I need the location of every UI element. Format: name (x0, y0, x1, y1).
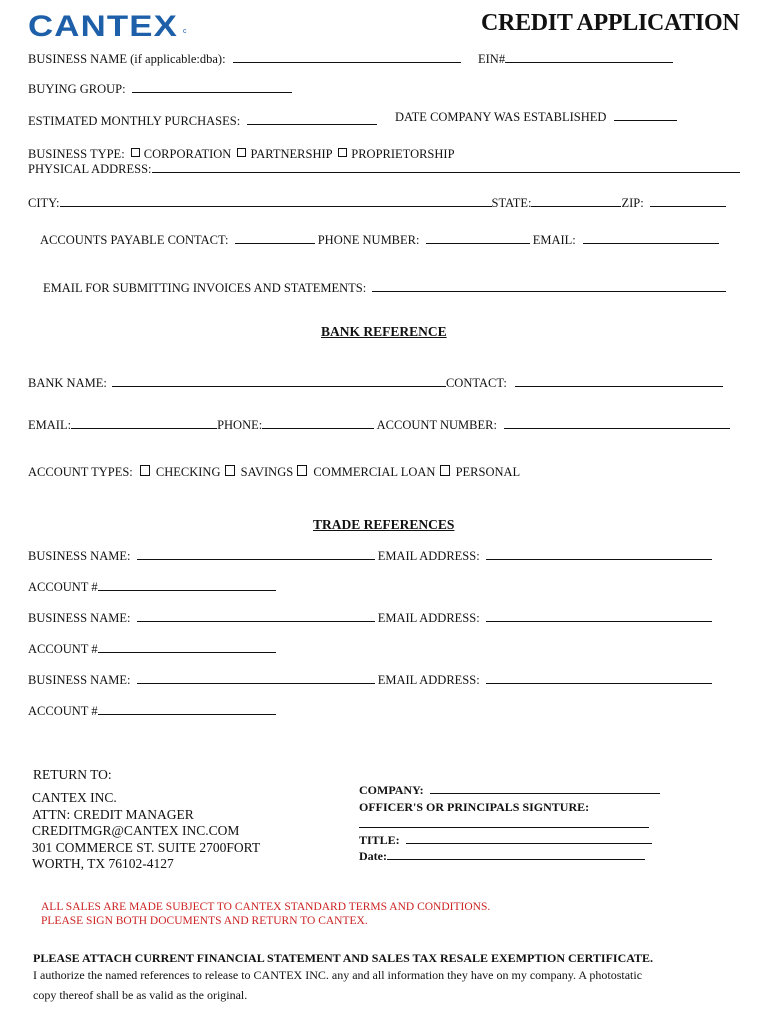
company-field[interactable] (430, 792, 660, 794)
bank-name-field[interactable] (112, 385, 446, 387)
officer-signature-label: OFFICER'S OR PRINCIPALS SIGNTURE: (359, 800, 590, 814)
company-label: COMPANY: (359, 783, 424, 797)
personal-checkbox[interactable] (440, 465, 450, 476)
date-established-row (395, 110, 677, 125)
checking-label: CHECKING (155, 465, 221, 479)
commercial-loan-checkbox[interactable] (297, 465, 307, 476)
title-row (359, 832, 660, 848)
signature-block (359, 782, 660, 864)
account-types-label: ACCOUNT TYPES: (28, 465, 133, 479)
terms-notice-please: PLEASE (41, 915, 84, 927)
savings-checkbox[interactable] (225, 465, 235, 476)
bank-reference-heading: BANK REFERENCE (321, 324, 447, 339)
ein-label: EIN# (478, 52, 506, 66)
return-address-line: ATTN: CREDIT MANAGER (32, 806, 194, 822)
bank-phone-label: PHONE: (217, 418, 263, 432)
partnership-label: PARTNERSHIP (250, 147, 333, 161)
trade-ref-2-email-field[interactable] (486, 620, 712, 622)
return-address-line: 301 COMMERCE ST. SUITE 2700FORT (32, 839, 261, 855)
trade-ref-3-account-field[interactable] (98, 713, 276, 715)
ap-contact-label: ACCOUNTS PAYABLE CONTACT: (40, 233, 229, 247)
cantex-logo (28, 12, 188, 38)
email-label: EMAIL: (532, 233, 576, 247)
trade-ref-3-account-row (28, 704, 276, 719)
email-field[interactable] (583, 242, 719, 244)
account-types-row (28, 465, 520, 480)
checking-checkbox[interactable] (140, 465, 150, 476)
estimated-monthly-label: ESTIMATED MONTHLY PURCHASES: (28, 114, 241, 128)
bank-name-row (28, 376, 723, 391)
city-row (28, 196, 726, 211)
account-number-field[interactable] (504, 427, 730, 429)
invoice-email-field[interactable] (372, 290, 726, 292)
estimated-monthly-field[interactable] (247, 123, 377, 125)
trade-ref-1-email-field[interactable] (486, 558, 712, 560)
trade-ref-1-account-field[interactable] (98, 589, 276, 591)
trade-ref-1-row (28, 549, 712, 564)
bank-contact-label: CONTACT: (445, 376, 507, 390)
ap-contact-field[interactable] (235, 242, 315, 244)
return-address-line: CREDITMGR@CANTEX INC.COM (32, 823, 240, 838)
trade-ref-3-business-label: BUSINESS NAME: (28, 673, 131, 687)
return-to-label: RETURN TO: (33, 767, 112, 782)
trade-ref-3-email-field[interactable] (486, 682, 712, 684)
bank-contact-field[interactable] (515, 385, 723, 387)
partnership-checkbox[interactable] (237, 148, 246, 157)
authorization-line-2: copy thereof shall be as valid as the original. (33, 988, 248, 1002)
officer-signature-line[interactable] (359, 826, 649, 828)
business-type-row (28, 147, 455, 162)
trade-ref-2-row (28, 611, 712, 626)
trade-ref-3-email-label: EMAIL ADDRESS: (377, 673, 480, 687)
trade-ref-1-account-label: ACCOUNT # (28, 580, 98, 594)
trade-references-heading: TRADE REFERENCES (313, 517, 455, 532)
business-name-field[interactable] (233, 61, 461, 63)
invoice-email-row (43, 281, 726, 296)
return-address-line: WORTH, TX 76102-4127 (32, 856, 174, 871)
business-name-label: BUSINESS NAME (if applicable:dba): (28, 52, 226, 66)
city-field[interactable] (60, 205, 492, 207)
physical-address-field[interactable] (152, 171, 740, 173)
bank-email-row (28, 418, 730, 433)
date-established-label: DATE COMPANY WAS ESTABLISHED (395, 110, 607, 124)
buying-group-field[interactable] (132, 91, 292, 93)
invoice-email-label: EMAIL FOR SUBMITTING INVOICES AND STATEMENTS: (43, 281, 367, 295)
terms-notice-sign: SIGN BOTH DOCUMENTS AND RETURN TO CANTEX. (86, 915, 368, 927)
bank-name-label: BANK NAME: (28, 376, 107, 390)
estimated-monthly-row (28, 114, 377, 129)
trade-ref-2-business-label: BUSINESS NAME: (28, 611, 131, 625)
trade-ref-2-account-field[interactable] (98, 651, 276, 653)
buying-group-row (28, 82, 292, 97)
page-title: CREDIT APPLICATION (481, 10, 740, 36)
corporation-checkbox[interactable] (131, 148, 140, 157)
state-label: STATE: (491, 196, 532, 210)
personal-label: PERSONAL (455, 465, 521, 479)
date-established-field[interactable] (614, 119, 677, 121)
terms-notice-line-1: ALL SALES ARE MADE SUBJECT TO CANTEX STANDARD TERMS AND CONDITIONS. (41, 901, 491, 913)
proprietorship-checkbox[interactable] (338, 148, 347, 157)
trade-ref-3-account-label: ACCOUNT # (28, 704, 98, 718)
title-field[interactable] (406, 842, 652, 844)
phone-number-label: PHONE NUMBER: (317, 233, 420, 247)
commercial-loan-label: COMMERCIAL LOAN (313, 465, 436, 479)
corporation-label: CORPORATION (143, 147, 232, 161)
logo-trademark-mark: c (183, 28, 187, 35)
date-label: Date: (359, 849, 387, 863)
savings-label: SAVINGS (240, 465, 294, 479)
account-number-label: ACCOUNT NUMBER: (376, 418, 497, 432)
date-field[interactable] (387, 858, 645, 860)
return-address-block (32, 790, 260, 873)
bank-phone-field[interactable] (262, 427, 374, 429)
trade-ref-3-business-field[interactable] (137, 682, 375, 684)
title-label: TITLE: (359, 833, 400, 847)
trade-ref-2-email-label: EMAIL ADDRESS: (377, 611, 480, 625)
zip-field[interactable] (650, 205, 726, 207)
trade-ref-2-account-row (28, 642, 276, 657)
attach-notice: PLEASE ATTACH CURRENT FINANCIAL STATEMENT AND SALES TAX RESALE EXEMPTION CERTIFICATE. (33, 951, 654, 965)
trade-ref-1-business-label: BUSINESS NAME: (28, 549, 131, 563)
trade-ref-1-business-field[interactable] (137, 558, 375, 560)
city-label: CITY: (28, 196, 60, 210)
authorization-line-1: I authorize the named references to release to CANTEX INC. any and all information they have on my company. A photostatic (33, 968, 643, 982)
proprietorship-label: PROPRIETORSHIP (351, 147, 455, 161)
ap-contact-row (40, 233, 719, 248)
terms-notice-line-2 (41, 915, 368, 927)
return-address-line: CANTEX INC. (32, 790, 117, 805)
bank-email-field[interactable] (71, 427, 217, 429)
trade-ref-2-account-label: ACCOUNT # (28, 642, 98, 656)
company-row (359, 782, 660, 798)
logo-text: CANTEX (28, 12, 178, 38)
trade-ref-3-row (28, 673, 712, 688)
business-name-row (28, 52, 461, 67)
date-row (359, 848, 660, 864)
state-field[interactable] (531, 205, 621, 207)
ein-row (478, 52, 673, 67)
trade-ref-1-account-row (28, 580, 276, 595)
business-type-label: BUSINESS TYPE: (28, 147, 125, 161)
physical-address-label: PHYSICAL ADDRESS: (28, 162, 152, 176)
physical-address-row (28, 162, 740, 177)
trade-ref-2-business-field[interactable] (137, 620, 375, 622)
bank-email-label: EMAIL: (28, 418, 72, 432)
trade-ref-1-email-label: EMAIL ADDRESS: (377, 549, 480, 563)
buying-group-label: BUYING GROUP: (28, 82, 126, 96)
phone-number-field[interactable] (426, 242, 530, 244)
ein-field[interactable] (505, 61, 673, 63)
zip-label: ZIP: (621, 196, 644, 210)
